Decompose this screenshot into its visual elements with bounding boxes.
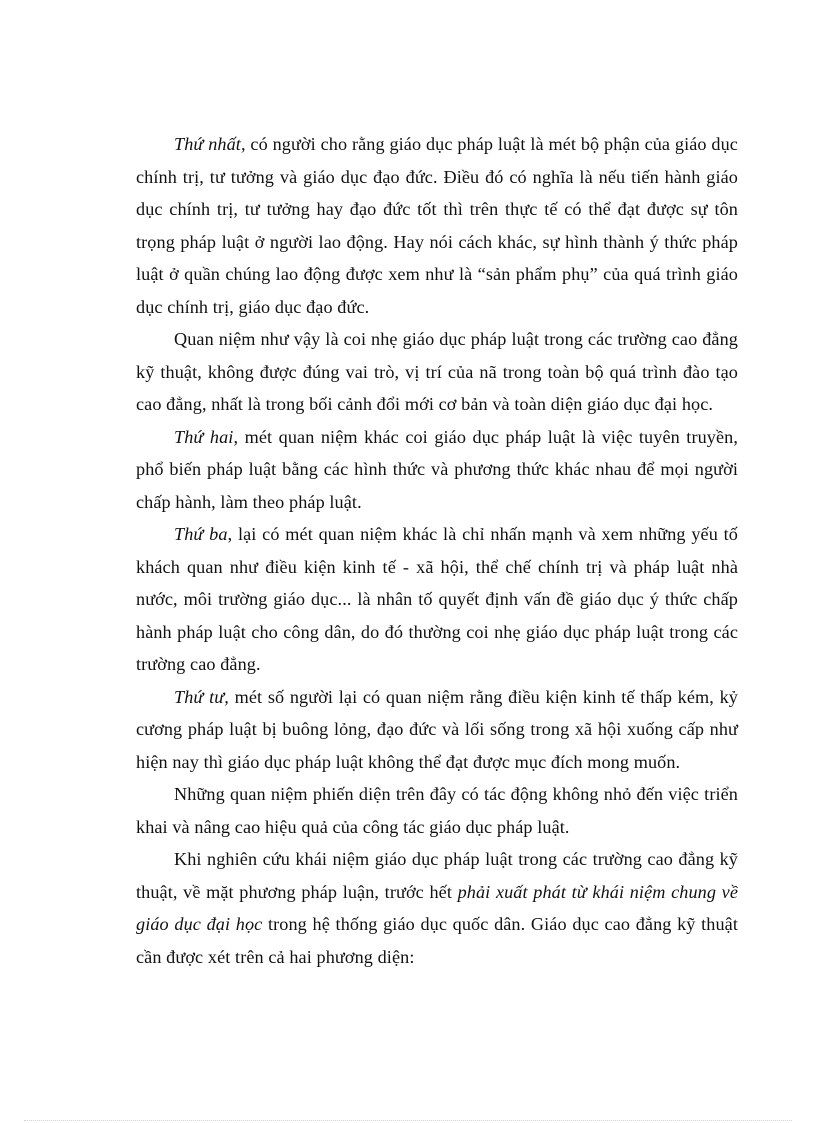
paragraph-text-before: Khi nghiên cứu khái niệm giáo dục pháp luật trong các trường cao đẳng kỹ thuật, về mặt phương pháp luận, trước hết [136,849,738,902]
paragraph-lead-italic: Thứ tư, [174,686,229,707]
paragraph-lead-italic: Thứ nhất, [174,134,246,154]
paragraph-emphasis-italic: phải xuất phát từ khái niệm chung về giáo dục đại học [136,881,738,934]
paragraph-text: mét số người lại có quan niệm rằng điều kiện kinh tế thấp kém, kỷ cương pháp luật bị buông lỏng, đạo đức và lối sống trong xã hội xuống cấp như hiện nay thì giáo dục pháp luật không thể đạt được mục đích mong muốn. [136,686,738,772]
paragraph-nhung-quan-niem [136,778,738,843]
paragraph-lead-italic: Thứ hai [174,426,234,447]
paragraph-thu-nhat [136,128,738,323]
paragraph-text: , lại có mét quan niệm khác là chỉ nhấn mạnh và xem những yếu tố khách quan như điều kiện kinh tế - xã hội, thể chế chính trị và pháp luật nhà nước, môi trường giáo dục... là nhân tố quyết định vấn đề giáo dục ý thức chấp hành pháp luật cho công dân, do đó thường coi nhẹ giáo dục pháp luật trong các trường cao đẳng. [136,524,738,674]
paragraph-text: Những quan niệm phiến diện trên đây có tác động không nhỏ đến việc triển khai và nâng cao hiệu quả của công tác giáo dục pháp luật. [136,784,738,837]
paragraph-lead-italic: Thứ ba [174,524,228,544]
paragraph-quan-niem [136,323,738,421]
paragraph-khi-nghien-cuu [136,843,738,973]
paragraph-thu-tu [136,681,738,779]
paragraph-text: Quan niệm như vậy là coi nhẹ giáo dục pháp luật trong các trường cao đẳng kỹ thuật, không được đúng vai trò, vị trí của nã trong toàn bộ quá trình đào tạo cao đẳng, nhất là trong bối cảnh đổi mới cơ bản và toàn diện giáo dục đại học. [136,329,738,414]
document-body [136,128,738,973]
paragraph-text-after: trong hệ thống giáo dục quốc dân. Giáo dục cao đẳng kỹ thuật cần được xét trên cả hai phương diện: [136,914,739,967]
paragraph-text: có người cho rằng giáo dục pháp luật là mét bộ phận của giáo dục chính trị, tư tưởng và giáo dục đạo đức. Điều đó có nghĩa là nếu tiến hành giáo dục chính trị, tư tưởng hay đạo đức tốt thì trên thực tế có thể đạt được sự tôn trọng pháp luật ở người lao động. Hay nói cách khác, sự hình thành ý thức pháp luật ở quần chúng lao động được xem như là “sản phẩm phụ” của quá trình giáo dục chính trị, giáo dục đạo đức. [136,134,738,317]
page-bottom-divider [24,1120,792,1121]
paragraph-text: , mét quan niệm khác coi giáo dục pháp luật là việc tuyên truyền, phổ biến pháp luật bằng các hình thức và phương thức khác nhau để mọi người chấp hành, làm theo pháp luật. [136,426,738,512]
paragraph-thu-ba [136,518,738,681]
paragraph-thu-hai [136,421,738,519]
